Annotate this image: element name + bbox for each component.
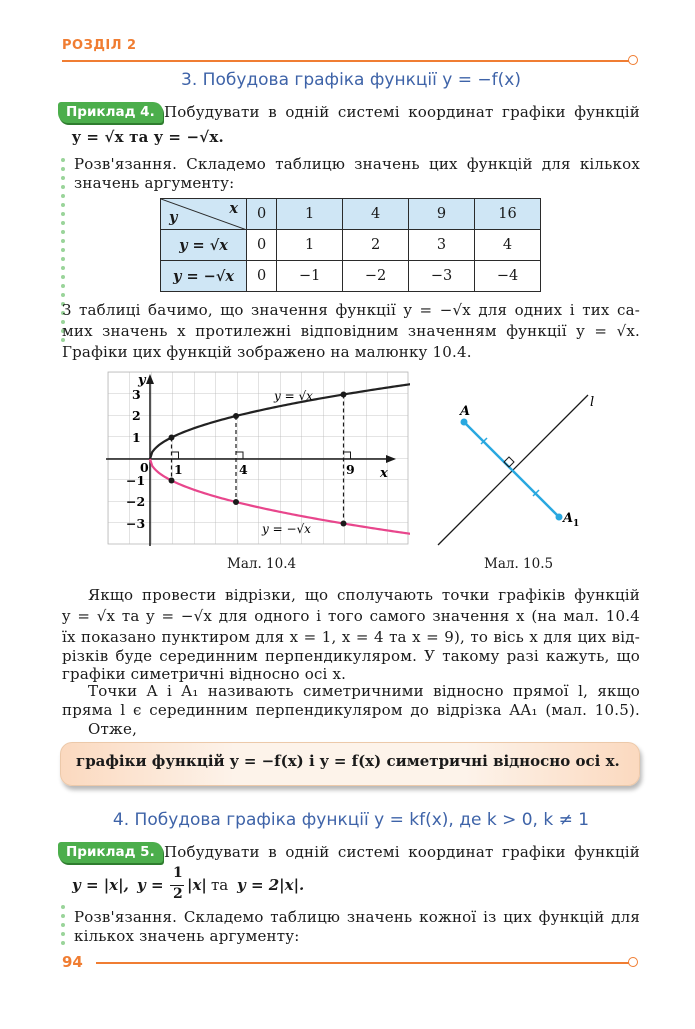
x-tick-label: 9 bbox=[346, 462, 355, 477]
corner-x-label: x bbox=[229, 200, 238, 217]
example-4-task-line1: Побудувати в одній системі координат графіки функцій bbox=[164, 103, 640, 121]
example-5-func-1: y = |x|, bbox=[72, 876, 129, 894]
table-x-cell: 16 bbox=[475, 199, 541, 230]
para2-line5: графіки симетричні відносно осі x. bbox=[62, 665, 347, 683]
point-a bbox=[461, 419, 468, 426]
point-a-label: A bbox=[460, 404, 471, 419]
page-number: 94 bbox=[62, 953, 83, 971]
table-cell: 0 bbox=[247, 261, 277, 292]
example-5-task-line1: Побудувати в одній системі координат графіки функцій bbox=[164, 843, 640, 861]
example-4-solution-line2: значень аргументу: bbox=[74, 174, 235, 192]
table-x-cell: 0 bbox=[247, 199, 277, 230]
table-cell: −2 bbox=[343, 261, 409, 292]
header-rule-end-dot bbox=[628, 55, 638, 65]
y-tick-label: −3 bbox=[126, 516, 146, 531]
table-row bbox=[161, 230, 541, 261]
table-x-cell: 9 bbox=[409, 199, 475, 230]
example-5-func-2-suffix: |x| bbox=[187, 876, 207, 894]
point-1-1 bbox=[169, 435, 175, 441]
point-1-neg1 bbox=[169, 478, 175, 484]
origin-label: 0 bbox=[140, 460, 149, 475]
rule-callout-text: графіки функцій y = −f(x) і y = f(x) симетричні відносно осі x. bbox=[76, 752, 620, 770]
table-cell: 1 bbox=[277, 230, 343, 261]
figure-10-5-caption: Мал. 10.5 bbox=[484, 556, 554, 572]
table-cell: −3 bbox=[409, 261, 475, 292]
para1-line2: мих значень x протилежні відповідним значенням функції y = √x. bbox=[62, 322, 640, 340]
table-x-cell: 4 bbox=[343, 199, 409, 230]
point-4-neg2 bbox=[233, 499, 239, 505]
y-tick-label: −2 bbox=[126, 494, 146, 509]
table-cell: 2 bbox=[343, 230, 409, 261]
point-a1-label: A bbox=[563, 511, 574, 526]
example-5-func-2-prefix: y = bbox=[137, 876, 164, 894]
footer-rule-end-dot bbox=[628, 957, 638, 967]
y-tick-label: 1 bbox=[132, 430, 141, 445]
table-cell: 4 bbox=[475, 230, 541, 261]
solution-margin-dots bbox=[61, 905, 65, 950]
para2-line2: y = √x та y = −√x для одного і того самого значення x (на мал. 10.4 bbox=[62, 607, 640, 625]
para2-line4: різків буде серединним перпендикуляром. У такому разі кажуть, що bbox=[62, 647, 640, 665]
corner-y-label: y bbox=[169, 209, 178, 226]
table-cell: −4 bbox=[475, 261, 541, 292]
example-5-fraction-denominator: 2 bbox=[173, 886, 183, 902]
section-label: РОЗДІЛ 2 bbox=[62, 38, 137, 53]
x-tick-label: 4 bbox=[239, 462, 248, 477]
values-table bbox=[160, 198, 541, 292]
example-4-solution-line1: Розв'язання. Складемо таблицю значень цих функцій для кількох bbox=[74, 155, 640, 173]
point-a1-subscript: 1 bbox=[573, 519, 580, 529]
table-cell: 0 bbox=[247, 230, 277, 261]
example-4-badge: Приклад 4. bbox=[58, 102, 163, 123]
y-tick-label: 3 bbox=[132, 387, 141, 402]
example-4-task-line2: y = √x та y = −√x. bbox=[72, 128, 224, 146]
example-5-badge: Приклад 5. bbox=[58, 842, 163, 863]
para2-line1: Якщо провести відрізки, що сполучають точки графіків функцій bbox=[88, 586, 640, 604]
figure-10-5 bbox=[430, 385, 610, 550]
table-x-cell: 1 bbox=[277, 199, 343, 230]
table-corner-cell bbox=[161, 199, 247, 230]
figure-10-4 bbox=[104, 370, 410, 548]
point-a1 bbox=[556, 514, 563, 521]
footer-rule bbox=[96, 962, 630, 964]
para1-line3: Графіки цих функцій зображено на малюнку 10.4. bbox=[62, 343, 472, 361]
para3-line1: Точки A і A₁ називають симетричними відносно прямої l, якщо bbox=[88, 682, 640, 700]
example-5-solution-line2: кількох значень аргументу: bbox=[74, 927, 300, 945]
curve-sqrt-label: y = √x bbox=[274, 389, 313, 403]
segment-aa1 bbox=[464, 422, 559, 517]
section3-heading: 3. Побудова графіка функції y = −f(x) bbox=[181, 70, 521, 90]
y-tick-label: 2 bbox=[132, 408, 141, 423]
point-9-3 bbox=[341, 392, 347, 398]
example-5-solution-line1: Розв'язання. Складемо таблицю значень кожної із цих функцій для bbox=[74, 908, 640, 926]
x-tick-label: 1 bbox=[174, 462, 183, 477]
para1-line1: З таблиці бачимо, що значення функції y = −√x для одних і тих са- bbox=[62, 301, 640, 319]
line-l-label: l bbox=[590, 395, 595, 410]
axis-x-label: x bbox=[380, 466, 388, 481]
point-9-neg3 bbox=[341, 521, 347, 527]
table-cell: −1 bbox=[277, 261, 343, 292]
figure-10-4-caption: Мал. 10.4 bbox=[227, 556, 297, 572]
table-row bbox=[161, 199, 541, 230]
table-row-label: y = √x bbox=[161, 230, 247, 261]
para3-line2: пряма l є серединним перпендикуляром до відрізка AA₁ (мал. 10.5). bbox=[62, 701, 640, 719]
table-row bbox=[161, 261, 541, 292]
point-4-2 bbox=[233, 413, 239, 419]
y-tick-label: −1 bbox=[126, 473, 146, 488]
para2-line3: їх показано пунктиром для x = 1, x = 4 та x = 9), то вісь x для цих від- bbox=[62, 628, 640, 646]
grid-background bbox=[108, 372, 408, 544]
example-5-and: та bbox=[211, 876, 229, 894]
axis-y-label: y bbox=[138, 373, 146, 388]
example-5-fraction-numerator: 1 bbox=[173, 865, 183, 881]
table-row-label: y = −√x bbox=[161, 261, 247, 292]
header-rule bbox=[62, 60, 630, 62]
table-cell: 3 bbox=[409, 230, 475, 261]
example-5-func-3: y = 2|x|. bbox=[237, 876, 305, 894]
para3-line3: Отже, bbox=[88, 720, 138, 738]
section4-heading: 4. Побудова графіка функції y = kf(x), де k > 0, k ≠ 1 bbox=[112, 810, 590, 830]
curve-neg-sqrt-label: y = −√x bbox=[262, 522, 311, 536]
